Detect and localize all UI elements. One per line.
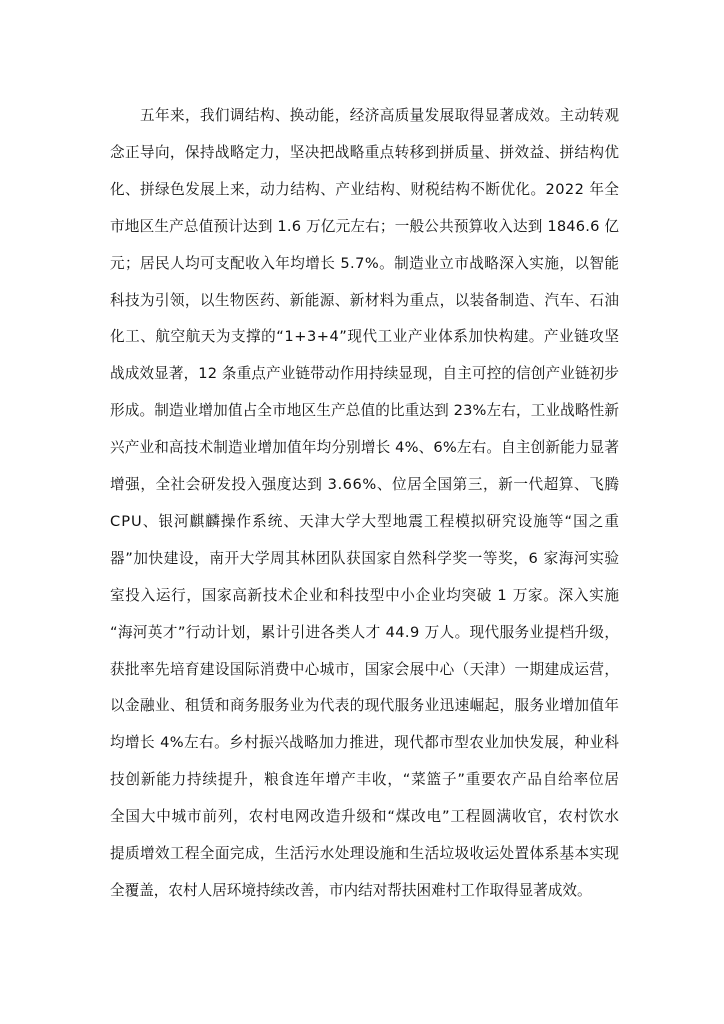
paragraph-line-15: “海河英才”行动计划，累计引进各类人才 44.9 万人。现代服务业提档升级， xyxy=(110,623,620,641)
paragraph-line-11: 增强，全社会研发投入强度达到 3.66%、位居全国第三，新一代超算、飞腾 xyxy=(110,476,620,493)
paragraph-line-17: 以金融业、租赁和商务服务业为代表的现代服务业迅速崛起，服务业增加值年 xyxy=(110,697,620,715)
paragraph-line-10: 兴产业和高技术制造业增加值年均分别增长 4%、6%左右。自主创新能力显著 xyxy=(110,439,620,457)
paragraph-line-7: 化工、航空航天为支撑的“1+3+4”现代工业产业体系加快构建。产业链攻坚 xyxy=(110,328,620,346)
paragraph-line-1: 五年来，我们调结构、换动能，经济高质量发展取得显著成效。主动转观 xyxy=(140,107,620,124)
paragraph-line-19: 技创新能力持续提升，粮食连年增产丰收，“菜篮子”重要农产品自给率位居 xyxy=(110,771,620,789)
paragraph-line-12: CPU、银河麒麟操作系统、天津大学大型地震工程模拟研究设施等“国之重 xyxy=(110,512,620,530)
paragraph-line-2: 念正导向，保持战略定力，坚决把战略重点转移到拼质量、拼效益、拼结构优 xyxy=(110,143,620,161)
paragraph-line-21: 提质增效工程全面完成，生活污水处理设施和生活垃圾收运处置体系基本实现 xyxy=(110,845,620,862)
paragraph-line-6: 科技为引领，以生物医药、新能源、新材料为重点，以装备制造、汽车、石油 xyxy=(110,291,620,309)
paragraph-line-18: 均增长 4%左右。乡村振兴战略加力推进，现代都市型农业加快发展，种业科 xyxy=(110,734,620,752)
paragraph-line-20: 全国大中城市前列，农村电网改造升级和“煤改电”工程圆满收官，农村饮水 xyxy=(110,808,620,826)
paragraph-line-16: 获批率先培育建设国际消费中心城市，国家会展中心（天津）一期建成运营， xyxy=(110,660,620,678)
paragraph-line-13: 器”加快建设，南开大学周其林团队获国家自然科学奖一等奖，6 家海河实验 xyxy=(110,549,620,567)
paragraph-line-14: 室投入运行，国家高新技术企业和科技型中小企业均突破 1 万家。深入实施 xyxy=(110,586,620,604)
paragraph-line-5: 元；居民人均可支配收入年均增长 5.7%。制造业立市战略深入实施，以智能 xyxy=(110,254,620,272)
paragraph-line-22: 全覆盖，农村人居环境持续改善，市内结对帮扶困难村工作取得显著成效。 xyxy=(110,881,592,899)
paragraph-line-9: 形成。制造业增加值占全市地区生产总值的比重达到 23%左右，工业战略性新 xyxy=(110,402,620,420)
paragraph-line-4: 市地区生产总值预计达到 1.6 万亿元左右；一般公共预算收入达到 1846.6 亿 xyxy=(110,217,620,235)
paragraph-line-3: 化、拼绿色发展上来，动力结构、产业结构、财税结构不断优化。2022 年全 xyxy=(110,180,620,198)
paragraph-line-8: 战成效显著，12 条重点产业链带动作用持续显现，自主可控的信创产业链初步 xyxy=(110,365,620,383)
